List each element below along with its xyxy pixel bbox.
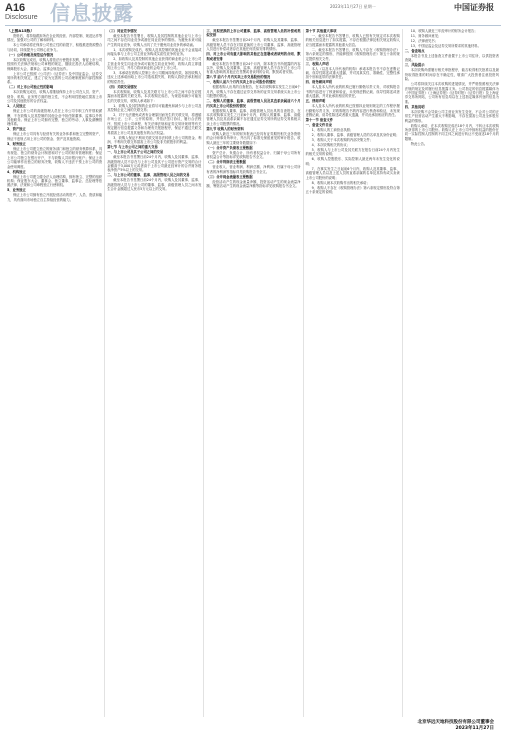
section-title: 信息披露 [50, 1, 134, 25]
paragraph: 本次收购前，收购人及其关联方与上市公司之间不存在应披露而未披露的关联交易。本次收购完成后，为规范和减少可能发生的关联交易，收购人承诺如下： [107, 89, 202, 103]
paragraph: 1、收购人及其控制的企业将尽可能避免和减少与上市公司及其控制企业之间的关联交易； [107, 103, 202, 113]
section-heading: 第八节 前六个月内买卖上市交易股份的情况 [206, 75, 271, 80]
paragraph: 本次收购完成后，收购人将依法行使股东权利，督促上市公司按照有关法律法规和公司章程的规定，继续完善法人治理结构，保障股东大会、董事会、监事会规范运作。 [7, 57, 103, 71]
paragraph: 保证上市公司建立独立的财务部门和独立的财务核算体系，具有规范、独立的财务会计制度和对子公司的财务管理制度；保证上市公司独立在银行开户，不与收购人共用银行账户；保证上市公司能够作出独立的财务决策，收购人不违法干预上市公司的资金使用调度。 [7, 146, 103, 169]
issue-date: 2023年11月27日 星期一 [330, 4, 376, 9]
text-column [303, 29, 402, 717]
section-heading: （三）同业竞争情况 [107, 29, 137, 33]
section-heading: 2、资产独立 [7, 127, 26, 132]
paragraph: 本次收购不会导致公司主营业务发生变化，不会对公司的正常生产经营活动产生重大不利影响，不存在损害公司及全体股东利益的情形。 [404, 109, 499, 123]
paragraph: 10、收购人最近三年经审计的财务会计报告； [410, 29, 478, 33]
paragraph: 保证上市公司建立健全法人治理结构，拥有独立、完整的组织机构；保证股东大会、董事会、独立董事、监事会、总经理等依照法律、法规和公司章程独立行使职权。 [7, 174, 103, 188]
section-heading: 第十节 其他重大事项 [305, 29, 337, 33]
section-heading: 第十一节 备查文件 [305, 118, 334, 123]
paragraph: 截至本报告书签署日前24个月内，除本报告书所披露的内容以外，收购人及其董事、监事、高级管理人员不存在对上市公司有重大影响的其他正在签署或者谈判的合同、默契或者安排。 [206, 61, 301, 75]
paragraph: 保证上市公司拥有独立开展经营活动的资产、人员、资质和能力，具有面向市场独立自主持续经营的能力。 [7, 193, 103, 202]
paragraph: 截至本报告书签署日前24个月内，收购人及其董事、监事、高级管理人员不存在与上市公司及其子公司进行资产交易的合计金额高于3,000万元或者高于上市公司最近经审计的合并财务报表净资产5%以上的交易。 [107, 155, 202, 173]
paragraph: 5、收购人与上市公司及其关联方在报告日前24个月内发生的相关交易的说明； [305, 148, 400, 157]
section-heading: 五、律师声明 [305, 99, 326, 104]
section-heading: 第七节 与上市公司之间的重大交易 [107, 145, 158, 150]
paragraph: 3、本承诺在收购人控制上市公司期间持续有效。如因收购人违反上述承诺而给上市公司造成损失的，收购人将依法承担相应的赔偿责任。 [107, 71, 202, 84]
header-divider [5, 25, 501, 26]
text-column [402, 29, 501, 717]
paragraph: 本次收购完成后，收购人将继续保持上市公司在人员、资产、财务、机构、业务等方面的独立性，不会利用控股地位损害上市公司及其他股东的合法权益。 [7, 90, 103, 104]
paragraph: 本人及本人所代表的机构已履行勤勉尽责义务，对收购报告书的内容进行了核查和验证，未发现虚假记载、误导性陈述或者重大遗漏，并对此承担相应的责任。 [305, 85, 400, 99]
section-heading: （二）合并利润表主要数据 [206, 160, 246, 165]
section-heading: （二）对上市公司独立性的影响 [7, 85, 54, 90]
page-header [0, 0, 506, 30]
paragraph: 本次收购尚需履行相关审批程序，能否取得相关批准以及最终取得批准的时间存在不确定性，敬请广大投资者注意投资风险。 [404, 68, 499, 82]
section-heading: 3、财务独立 [7, 141, 26, 146]
paragraph: 2、如收购人及其控制的其他企业获得的商业机会与上市公司主营业务发生同业竞争或可能发生同业竞争的，收购人将立即通知上市公司，并尽力将该商业机会给予上市公司。 [107, 57, 202, 71]
paragraph: 本人（以及本人所代表的机构）承诺本报告书不存在虚假记载、误导性陈述或重大遗漏，并对其真实性、准确性、完整性承担个别和连带的法律责任。 [305, 66, 400, 80]
paragraph: 收购人承诺，在本次收购完成后18个月内，不转让本次收购所获得的上市公司股份。收购人在上市公司中拥有权益的股份在同一实际控制人控制的不同主体之间进行转让不受前述18个月的限制。 [404, 123, 499, 141]
paragraph: 截至本报告书签署日，收购人及其控制的其他企业与上市公司之间不存在同业竞争或潜在同业竞争的情形。为避免未来可能产生的同业竞争，收购人出具了关于避免同业竞争的承诺函。 [107, 34, 202, 47]
section-heading: 一、与上市公司及其子公司之间的交易 [107, 150, 164, 155]
paragraph: 8、收购人就本次收购作出的相关承诺； [311, 180, 370, 185]
paragraph: 6、收购人控股股东、实际控制人最近两年未发生变化的说明； [305, 157, 400, 166]
paragraph: 保证上市公司的高级管理人员在上市公司专职工作并领取薪酬，不在收购人及其控制的其他企业中担任除董事、监事以外的其他职务。保证上市公司拥有完整、独立的劳动、人事及薪酬管理体系。 [7, 109, 103, 127]
paragraph: 二、截至本报告书签署日，收购人不存在《收购管理办法》第六条规定的情形，并能够按照《收购管理办法》第五十条的规定提供相关文件。 [305, 47, 400, 61]
section-heading: （三）合并现金流量表主要数据 [206, 174, 253, 179]
paragraph: 本报告书及上述备查文件备置于上市公司住所，以供投资者查阅。 [404, 54, 499, 63]
paragraph: 本公司承诺将在保持公司独立性的前提下，积极推进资源整合与协同，持续提升公司核心竞争力。 [7, 43, 103, 52]
paragraph: 收购人最近三年的财务报表已经具有证券期货相关业务资格的会计师事务所审计，并出具了标准无保留意见的审计报告。收购人最近三年的主要财务数据如下： [206, 131, 301, 145]
paragraph: 资格后，将持续跟踪所在企业的经营、内部控制、规范运作等情况，加强对公司的了解和研判。 [7, 34, 103, 43]
section-heading: 一、收购人前六个月内买卖上市公司股份的情况 [206, 80, 276, 85]
signature-company: 北京华远天地科技股份有限公司董事会 [417, 720, 494, 725]
paragraph: 3、收购人保证不利用关联交易非法转移上市公司的资金、利润，不利用关联交易损害上市公司及非关联股东的利益。 [107, 135, 202, 145]
paragraph: 资产总计、负债合计、所有者权益合计、归属于母公司所有者权益合计等指标详见收购报告书全文。 [206, 150, 301, 160]
paragraph: 根据收购人董事、监事、高级管理人员出具的自查报告，在本次收购事实发生之日前6个月内，收购人的董事、监事、高级管理人员及其直系亲属不存在通过证券交易所的证券交易系统买卖上市公司股票的情况。 [206, 108, 301, 126]
text-column [104, 29, 203, 717]
paragraph: 2、对于无法避免或者有合理原因而发生的关联交易，将遵循市场公正、公平、公开的原则，并依法签订协议，履行合法程序，按照上市公司章程、有关法律法规和证券交易所规则等有关规定履行信息披露义务和办理有关报批程序，保证不通过关联交易损害上市公司及其他股东的合法权益。 [107, 113, 202, 135]
section-heading: 四、其他说明 [404, 104, 425, 109]
signature-block [418, 720, 495, 732]
paragraph: 经营活动产生的现金流量净额、投资活动产生的现金流量净额、筹资活动产生的现金流量净额等指标详见收购报告书全文。 [206, 179, 301, 188]
paragraph: 2、收购人董事、监事、高级管理人员的名单及其身份证明； [311, 133, 400, 138]
page-number: A16 [5, 2, 26, 14]
paragraph: 7、在事实发生之日起前6个月内，收购人及其董事、监事、高级管理人员以及上述人员的直系亲属的名单及其持有或买卖该上市公司股份的说明； [305, 166, 400, 180]
section-heading: 三、收购人声明 [305, 61, 329, 66]
paragraph: 保证上市公司具有与经营有关的业务体系和独立完整的资产，保证不违规占用上市公司的资金、资产及其他资源。 [7, 132, 103, 141]
section-heading: 1、人员独立 [7, 104, 26, 109]
section-heading: 四、财务顾问声明 [305, 80, 332, 85]
paragraph: 12、法律意见书； [410, 39, 439, 43]
section-heading: 第九节 收购人的财务资料 [206, 126, 244, 131]
section-heading: （四）关联交易情况 [107, 84, 137, 89]
paragraph: 一、截至本报告书签署日，收购人已按有关规定对本次收购的相关信息进行了如实披露，不存在根据法律及相关规定收购人应当披露而未披露的其他重大信息。 [305, 34, 400, 47]
signature-date: 2023年11月27日 [455, 726, 494, 731]
section-heading: （一）合并资产负债表主要数据 [206, 145, 253, 150]
section-heading: 二、收购人的董事、监事、高级管理人员及其直系亲属前六个月内买卖上市公司股份的情况 [206, 99, 301, 108]
paragraph: 本人及本人所代表的机构已按照执业规则规定的工作程序履行勤勉尽责义务，对收购报告书的内容进行核查和验证，未发现虚假记载、误导性陈述或者重大遗漏，并对此承担相应的责任。 [305, 104, 400, 118]
section-heading: 二、与上市公司的董事、监事、高级管理人员之间的交易 [107, 173, 190, 178]
section-heading: 二、备查地点 [404, 49, 425, 53]
paragraph: 截至本报告书签署日前24个月内，收购人及其董事、监事、高级管理人员与上市公司的董事、监事、高级管理人员之间未发生合计金额超过人民币5万元以上的交易。 [107, 178, 202, 192]
section-heading: 三、对拟更换的上市公司董事、监事、高级管理人员的补偿或类似安排 [206, 29, 301, 38]
paragraph: 营业收入、营业利润、利润总额、净利润、归属于母公司所有者的净利润等指标详见收购报告书全文。 [206, 165, 301, 174]
paragraph: 9、收购人不存在《收购管理办法》第六条规定情形及符合第五十条规定的说明； [305, 185, 400, 195]
paragraph: 根据收购人出具的自查报告，在本次收购事实发生之日前6个月内，收购人不存在通过证券交易所的证券交易系统买卖上市公司股票的情况。 [206, 85, 301, 99]
section-heading: （上接A15版） [7, 29, 35, 33]
section-heading: 4、机构独立 [7, 169, 26, 174]
paragraph: 上市公司已按照《公司法》《证券法》及中国证监会、证券交易所的相关规定，建立了较为完善的公司治理制度和内部控制体系。 [7, 71, 103, 85]
masthead-logo: 中国证券报 [454, 2, 494, 12]
section-heading: 三、风险提示 [404, 63, 425, 68]
section-heading: 四、对上市公司有重大影响的其他正在签署或者谈判的合同、默契或者安排 [206, 52, 301, 61]
paragraph: 11、财务顾问意见； [410, 34, 442, 38]
text-column [203, 29, 302, 717]
section-name-en: Disclosure [5, 14, 38, 21]
paragraph: 13、中国证监会及证券交易所要求的其他材料。 [410, 44, 481, 48]
paragraph: 3、收购人关于本次收购的内部决策文件； [311, 138, 374, 143]
section-heading: （一）公司治理及规范运作情况 [7, 52, 54, 57]
paragraph: 4、本次收购相关的协议； [311, 143, 350, 148]
article-columns [5, 29, 501, 717]
paragraph: 1、本次收购完成后，收购人及其控制的其他企业不会直接或间接从事与上市公司主营业务构成实质性竞争的业务。 [107, 47, 202, 57]
paragraph: 1、收购人的工商营业执照； [311, 128, 354, 133]
text-column [5, 29, 104, 717]
paragraph: 特此公告。 [410, 141, 428, 146]
paragraph: 公司将持续关注本次收购的进展情况，并严格按照相关法律法规的规定及时履行信息披露义务。公司指定的信息披露媒体为《中国证券报》《上海证券报》《证券时报》《证券日报》及上海证券交易所网站，公司所有信息均以在上述指定媒体刊登的信息为准。 [404, 82, 499, 104]
section-heading: 一、备查文件目录 [305, 123, 332, 128]
paragraph: 截至本报告书签署日前24个月内，收购人及其董事、监事、高级管理人员不存在对拟更换的上市公司董事、监事、高级管理人员进行补偿或者存在其他任何类似安排的情形。 [206, 38, 301, 52]
section-heading: 5、业务独立 [7, 188, 26, 193]
